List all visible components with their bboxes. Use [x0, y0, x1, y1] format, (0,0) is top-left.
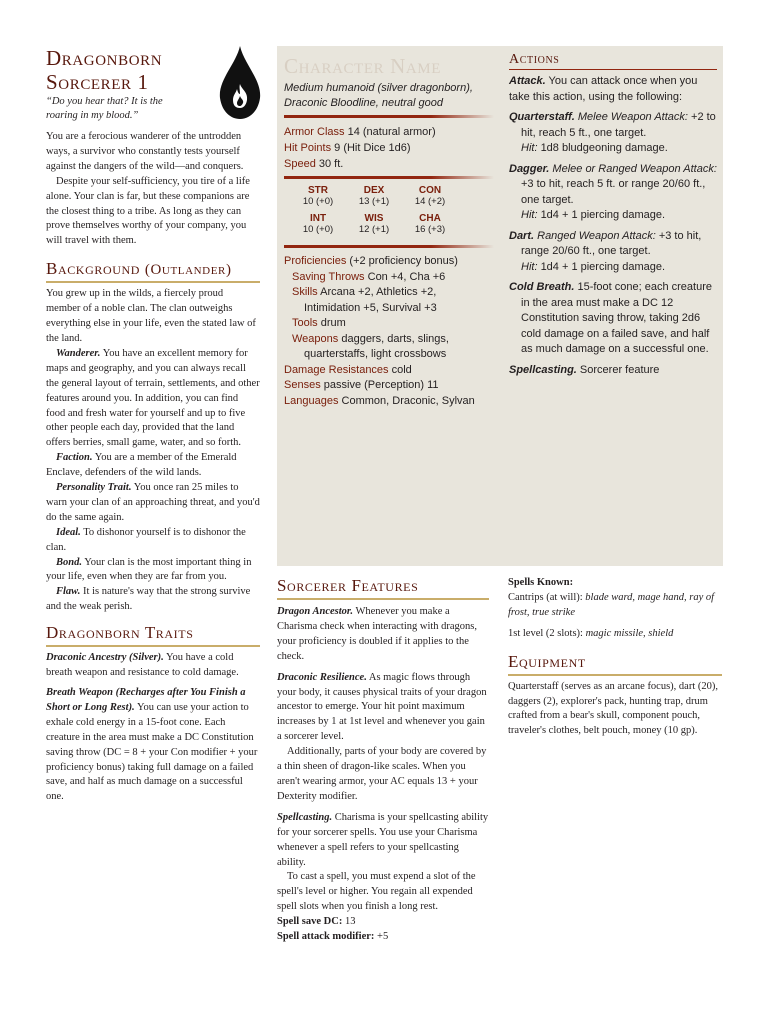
background-text: You grew up in the wilds, a fiercely proud member of a noble clan. The clan outweighs everything else in your life, even the stated law of the land. — [46, 288, 256, 344]
ability-str: STR 10 (+0) — [302, 185, 334, 207]
cantrips: Cantrips (at will): blade ward, mage hand, ray of frost, true strike — [508, 591, 715, 618]
intro-paragraph: Despite your self-sufficiency, you tire of a life alone. Your clan is far, but these companions are the closest thing to a tribe. As long as they can prove themselves worthy of your company, you will travel with them. — [46, 175, 250, 247]
divider — [284, 245, 494, 248]
background-feature: Faction. You are a member of the Emerald Enclave, defenders of the wild lands. — [46, 452, 237, 479]
dragon-ancestor: Dragon Ancestor. Whenever you make a Charisma check when interacting with dragons, your proficiency is doubled if it applies to the check. — [277, 606, 478, 662]
ability-scores — [290, 185, 494, 235]
saving-throws: Saving Throws Con +4, Cha +6 — [292, 270, 446, 283]
draconic-resilience: Draconic Resilience. As magic flows through your body, it causes physical traits of your dragon ancestor to emerge. Your hit point maximum increases by 1 at 1st level and whenever you gain a sorcerer level. — [277, 671, 487, 743]
speed: Speed 30 ft. — [284, 158, 344, 170]
senses: Senses passive (Perception) 11 — [284, 379, 439, 391]
cold-breath-action: Cold Breath. 15-foot cone; each creature in the area must make a DC 12 Constitution saving throw, taking 2d6 cold damage on a failed save, and half as much damage on a successful one. — [509, 281, 712, 355]
background-feature: Flaw. It is nature's way that the strong survive and the weak perish. — [46, 586, 251, 613]
hit-points: Hit Points 9 (Hit Dice 1d6) — [284, 142, 411, 154]
divider — [284, 176, 494, 179]
traits-heading: Dragonborn Traits — [46, 623, 260, 647]
weapon-attack: Dart. Ranged Weapon Attack: +3 to hit, range 20/60 ft., one target. Hit: 1d4 + 1 piercing damage. — [509, 229, 702, 273]
ability-cha: CHA 16 (+3) — [414, 213, 446, 235]
spells-known-heading: Spells Known: — [508, 577, 574, 588]
equipment-list: Quarterstaff (serves as an arcane focus), dart (20), daggers (2), explorer's pack, hunting trap, drum crafted from a bear's skull, component pouch, traveler's clothes, belt pouch, money (10 gp). — [508, 680, 718, 737]
character-name: Character Name — [284, 54, 441, 78]
weapons: Weapons daggers, darts, slings, quarterstaffs, light crossbows — [292, 332, 449, 360]
skills: Skills Arcana +2, Athletics +2, Intimidation +5, Survival +3 — [292, 286, 437, 314]
trait-item: Draconic Ancestry (Silver). You have a cold breath weapon and resistance to cold damage. — [46, 652, 239, 679]
equipment-heading: Equipment — [508, 652, 722, 676]
spellcasting-feature: Spellcasting. Charisma is your spellcasting ability for your sorcerer spells. You use your Charisma whenever a spell refers to your spellcasting ability. — [277, 811, 489, 868]
weapon-attack: Dagger. Melee or Ranged Weapon Attack: +3 to hit, reach 5 ft. or range 20/60 ft., one target. Hit: 1d4 + 1 piercing damage. — [509, 162, 717, 221]
spells-equipment — [508, 576, 722, 739]
background-feature: Wanderer. You have an excellent memory for maps and geography, and you can always recall the general layout of terrain, settlements, and other features around you. In addition, you can find food and fresh water for yourself and up to five other people each day, provided that the land offers berries, small game, water, and so forth. — [46, 347, 260, 449]
sorcerer-features-heading: Sorcerer Features — [277, 576, 489, 600]
intro-paragraph: You are a ferocious wanderer of the untrodden ways, a survivor who constantly tests yourself against the dangers of the wild—and conquers. — [46, 131, 244, 172]
page-title: Dragonborn Sorcerer 1 — [46, 46, 163, 94]
actions-column — [509, 52, 717, 378]
trait-item: Breath Weapon (Recharges after You Finish a Short or Long Rest). You can use your action to exhale cold energy in a 15-foot cone. Each creature in the area must make a DC Constitution saving throw (DC = 8 + your Con modifier + your proficiency bonus) taking full damage on a failed save, and half as much damage on a successful one. — [46, 687, 258, 803]
background-feature: Bond. Your clan is the most important thing in your life, even when they are far from you. — [46, 556, 252, 583]
proficiencies: Proficiencies (+2 proficiency bonus) — [284, 255, 458, 267]
traits-list — [46, 651, 260, 805]
draconic-resilience-cont: Additionally, parts of your body are covered by a thin sheen of dragon-like scales. When you aren't wearing armor, your AC equals 13 + your Dexterity modifier. — [277, 746, 487, 802]
attack-action: Attack. You can attack once when you take this action, using the following: — [509, 75, 698, 103]
ability-con: CON 14 (+2) — [414, 185, 446, 207]
weapon-attack: Quarterstaff. Melee Weapon Attack: +2 to hit, reach 5 ft., one target. Hit: 1d8 bludgeoning damage. — [509, 111, 716, 154]
background-heading: Background (Outlander) — [46, 259, 260, 283]
sorcerer-features — [277, 576, 489, 945]
actions-heading: Actions — [509, 52, 717, 70]
spell-save-dc: Spell save DC: 13 — [277, 916, 356, 928]
first-level-spells: 1st level (2 slots): magic missile, shield — [508, 627, 674, 639]
background-features — [46, 347, 260, 615]
spell-attack-modifier: Spell attack modifier: +5 — [277, 931, 389, 943]
stat-block — [284, 54, 494, 409]
creature-type: Medium humanoid (silver dragonborn), Draconic Bloodline, neutral good — [284, 82, 473, 109]
divider — [284, 115, 494, 118]
weapon-attacks — [509, 110, 717, 275]
ability-dex: DEX 13 (+1) — [358, 185, 390, 207]
spellcasting-feature-cont: To cast a spell, you must expend a slot of the spell's level or higher. You regain all expended spell slots when you finish a long rest. — [277, 871, 476, 913]
tools: Tools drum — [292, 317, 346, 329]
intro-quote: “Do you hear that? It is the roaring in my blood.” — [46, 96, 163, 121]
damage-resistances: Damage Resistances cold — [284, 363, 412, 376]
ability-wis: WIS 12 (+1) — [358, 213, 390, 235]
drop-fire-icon — [218, 46, 262, 120]
spellcasting-action: Spellcasting. Sorcerer feature — [509, 363, 660, 376]
ability-int: INT 10 (+0) — [302, 213, 334, 235]
background-feature: Personality Trait. You once ran 25 miles to warn your clan of an approaching threat, and you'd do the same again. — [46, 482, 260, 523]
armor-class: Armor Class 14 (natural armor) — [284, 126, 436, 138]
left-column — [46, 46, 260, 810]
background-feature: Ideal. To dishonor yourself is to dishonor the clan. — [46, 526, 246, 553]
languages: Languages Common, Draconic, Sylvan — [284, 394, 475, 407]
